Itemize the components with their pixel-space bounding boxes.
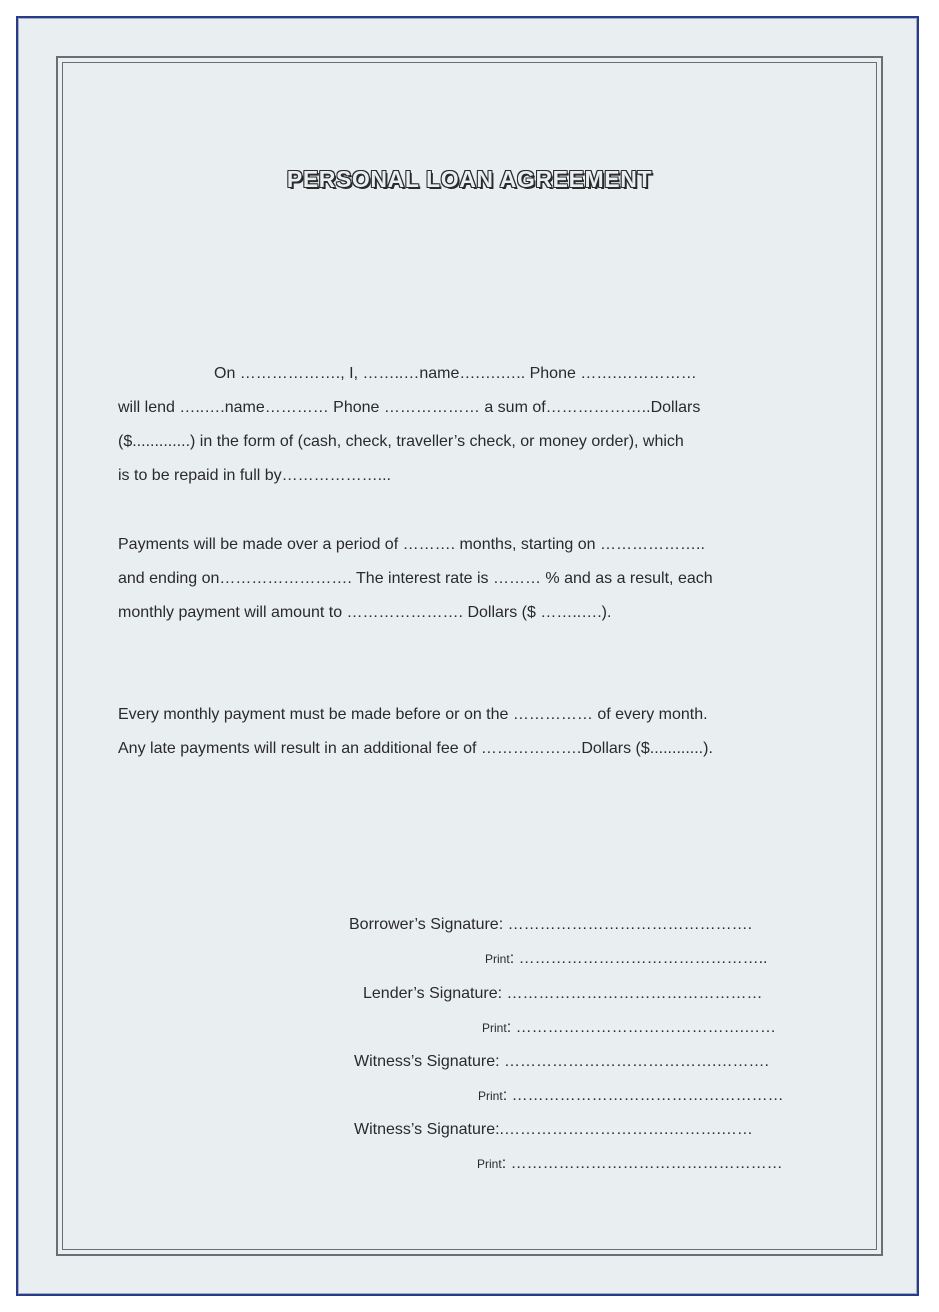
borrower-signature-line: Borrower’s Signature: ………………………………………. (349, 916, 753, 933)
witness-1-print-label: Print (478, 1089, 503, 1103)
witness-2-print-line (477, 1154, 783, 1174)
paragraph-3-line-2: Any late payments will result in an additional fee of ……………….Dollars ($............). (118, 740, 713, 757)
witness-1-print-line (478, 1086, 784, 1106)
paragraph-1-line-4: is to be repaid in full by………………... (118, 467, 391, 484)
borrower-print-line (485, 949, 767, 969)
document-title: PERSONAL LOAN AGREEMENT (286, 166, 653, 192)
paragraph-1-line-2: will lend …..….name………… Phone ……………… a sum of………………..Dollars (118, 399, 701, 416)
lender-print-label: Print (482, 1021, 507, 1035)
paragraph-1-line-1: On ………………., I, ……..…name….….….. Phone …….…………… (214, 365, 697, 382)
lender-print-line (482, 1018, 776, 1038)
witness-1-signature-line: Witness’s Signature: ………………………………….………. (354, 1053, 769, 1070)
borrower-print-label: Print (485, 952, 510, 966)
paragraph-2-line-3: monthly payment will amount to …………………. Dollars ($ ……..….). (118, 604, 612, 621)
paragraph-2-line-1: Payments will be made over a period of ………. months, starting on ……………….. (118, 536, 705, 553)
witness-2-print-label: Print (477, 1157, 502, 1171)
lender-signature-line: Lender’s Signature: ………………………………………… (363, 985, 763, 1002)
paragraph-2-line-2: and ending on……………………. The interest rate is ……… % and as a result, each (118, 570, 713, 587)
paragraph-1-line-3: ($.............) in the form of (cash, check, traveller’s check, or money order), which (118, 433, 684, 450)
lender-print-dots: : …………………………………….…… (506, 1019, 777, 1036)
witness-2-signature-line: Witness’s Signature:.………………………….……….…… (354, 1121, 753, 1138)
borrower-print-dots: : ……………………………………….. (509, 950, 768, 967)
paragraph-3-line-1: Every monthly payment must be made before or on the …………… of every month. (118, 706, 708, 723)
witness-1-print-dots: : …………………………………………… (502, 1087, 784, 1104)
witness-2-print-dots: : …………………………………………… (501, 1155, 783, 1172)
